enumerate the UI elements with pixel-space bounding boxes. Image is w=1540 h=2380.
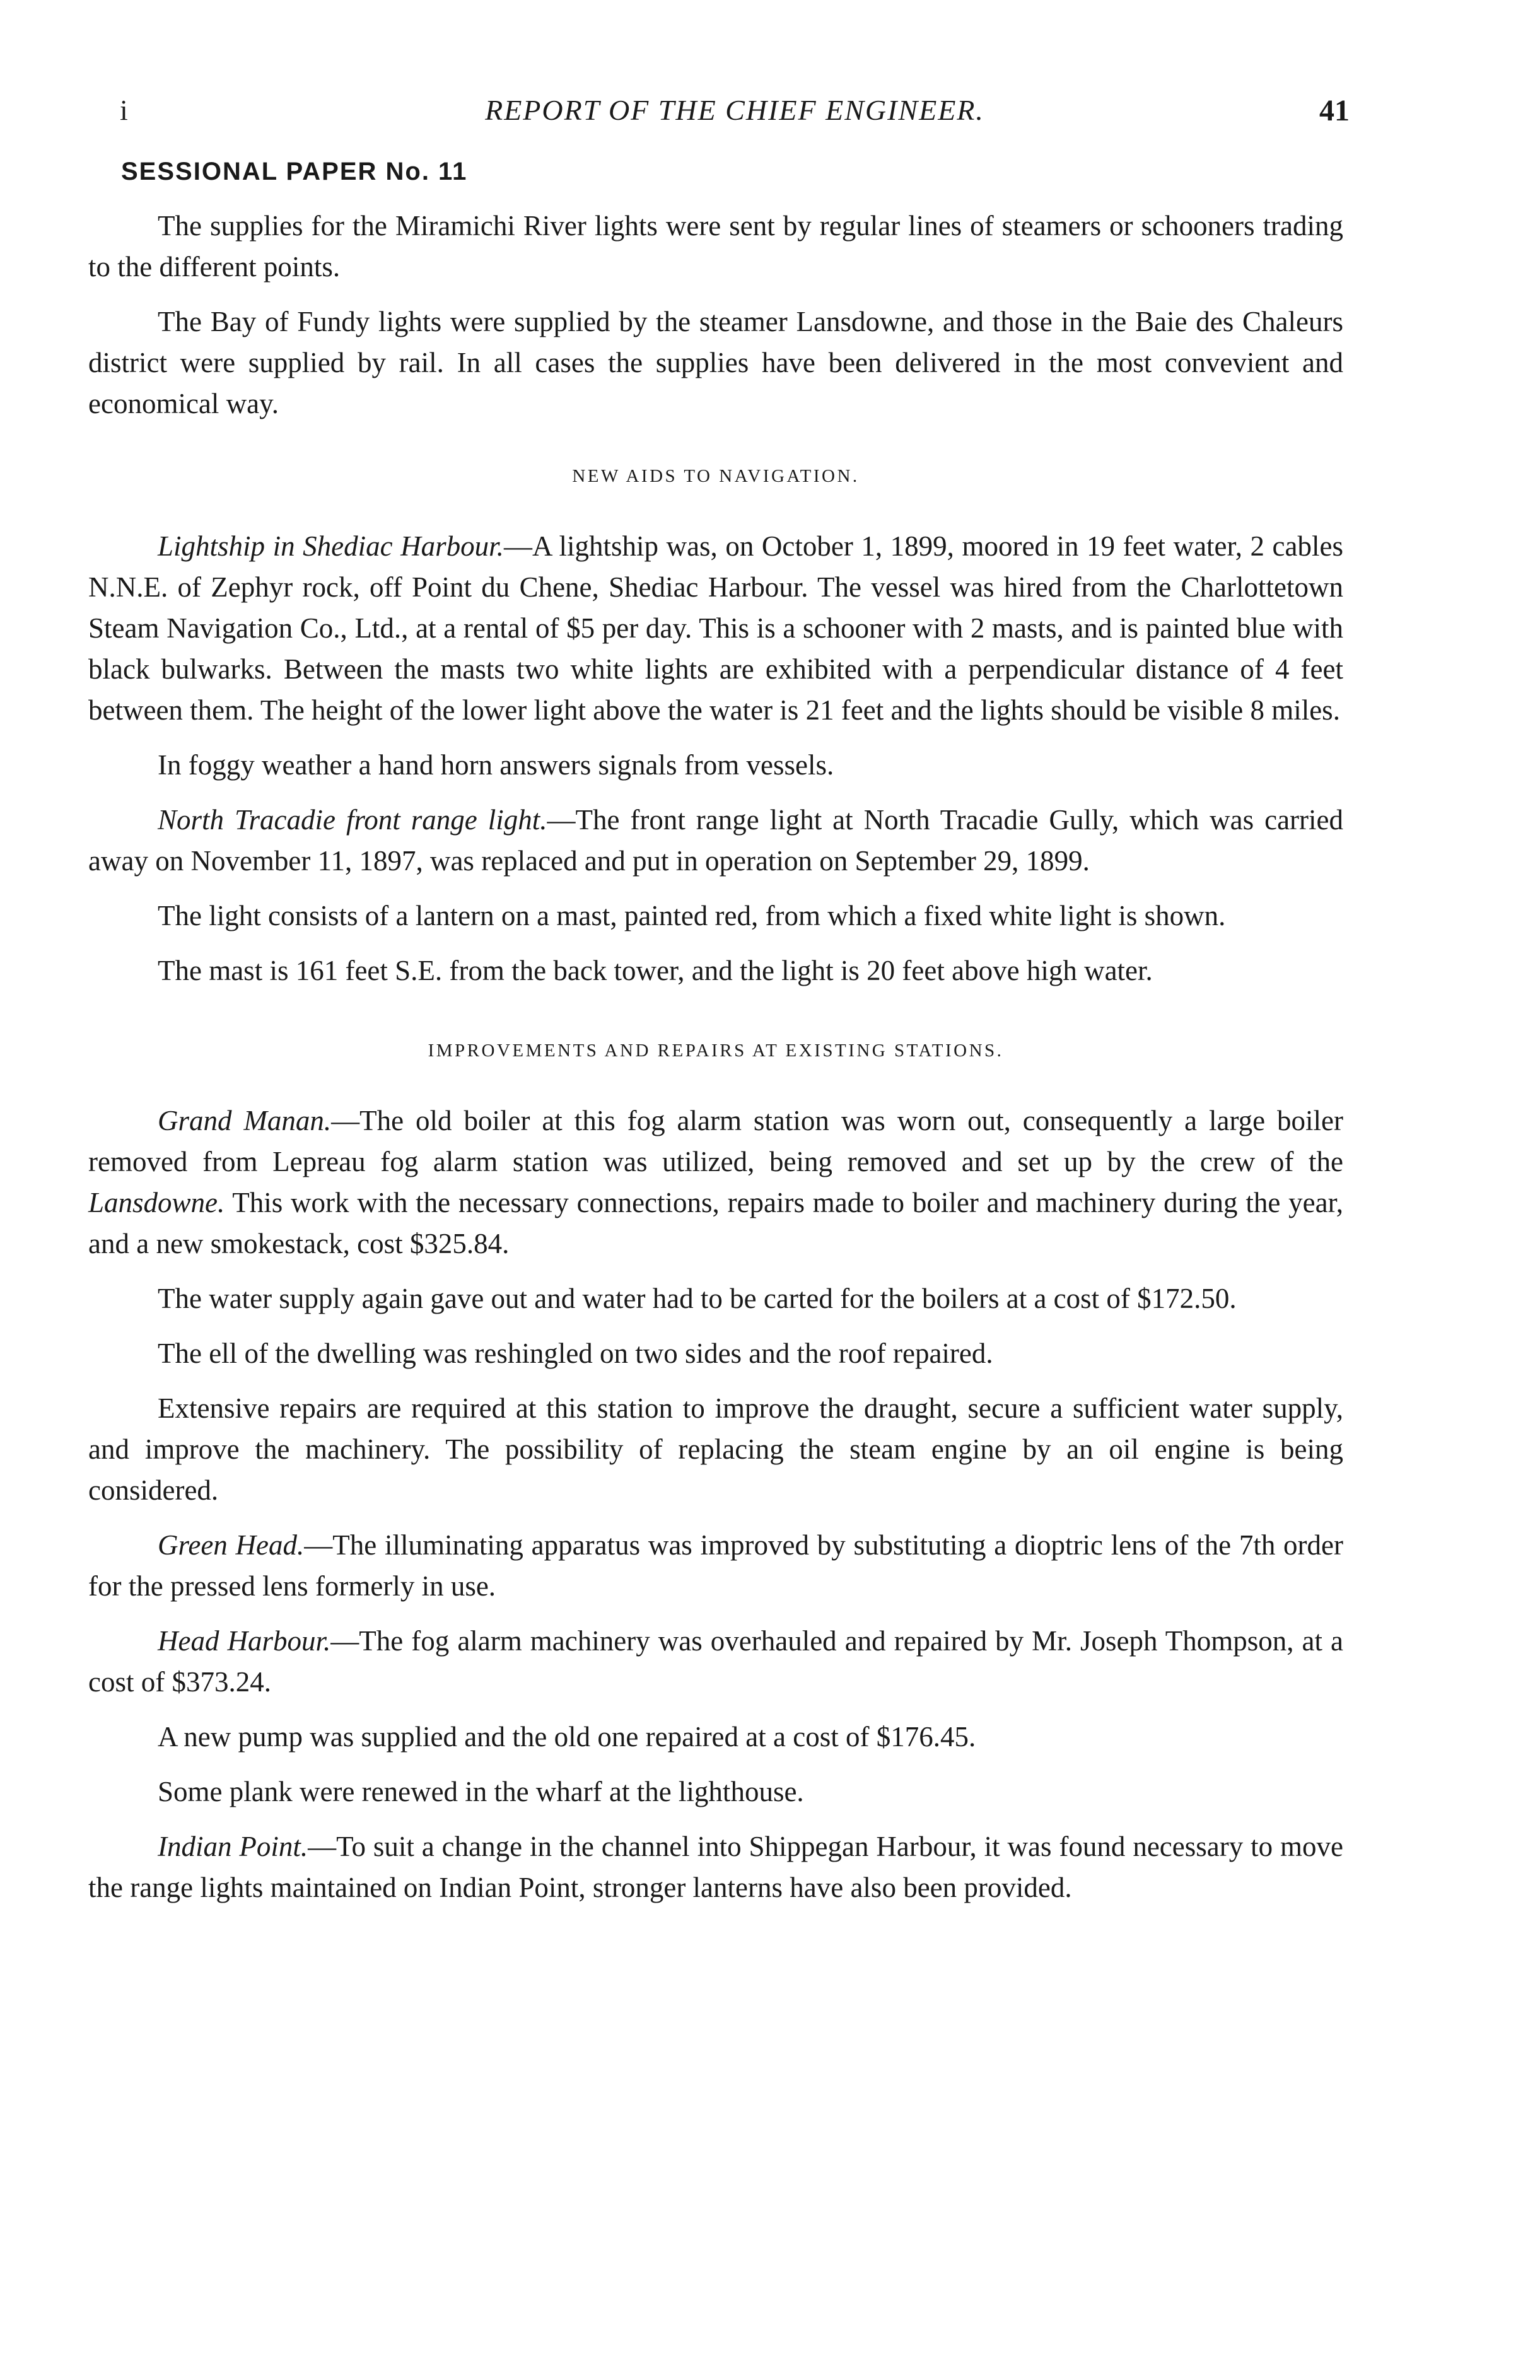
margin-mark: i <box>120 94 128 126</box>
page-number: 41 <box>1319 94 1350 127</box>
paragraph-indian-point <box>88 1826 1343 1908</box>
lead-lightship-shediac: Lightship in Shediac Harbour. <box>158 530 504 562</box>
paragraph-water-supply: The water supply again gave out and water had to be carted for the boilers at a cost of $172.50. <box>158 1283 1237 1314</box>
text-head-harbour: —The fog alarm machinery was overhauled and repaired by Mr. Joseph Thompson, at a cost of $373.24. <box>88 1625 1343 1698</box>
text-grand-manan-a: —The old boiler at this fog alarm station was worn out, consequently a large boiler removed from Lepreau fog alarm station was utilized, being removed and set up by the crew of the <box>88 1105 1344 1177</box>
text-north-tracadie: —The front range light at North Tracadie Gully, which was carried away on November 11, 1897, was replaced and put in operation on September 29, 1899. <box>88 804 1343 877</box>
paragraph-green-head <box>88 1525 1343 1607</box>
lead-indian-point: Indian Point. <box>158 1831 308 1862</box>
lead-head-harbour: Head Harbour. <box>158 1625 331 1657</box>
paragraph-extensive-repairs: Extensive repairs are required at this station to improve the draught, secure a sufficient water supply, and improve the machinery. The possibility of replacing the steam engine by an oil engine is being considered. <box>88 1392 1343 1506</box>
running-header <box>120 93 1350 137</box>
sessional-paper-label: SESSIONAL PAPER No. 11 <box>121 158 468 185</box>
paragraph-ell-reshingled: The ell of the dwelling was reshingled on two sides and the roof repaired. <box>158 1338 993 1369</box>
paragraph-grand-manan <box>88 1100 1343 1264</box>
paragraph-lightship-shediac <box>88 526 1343 731</box>
paragraph-bay-of-fundy-supplies: The Bay of Fundy lights were supplied by the steamer Lansdowne, and those in the Baie des Chaleurs district were supplied by rail. In all cases the supplies have been delivered in the most convevient and economical way. <box>88 306 1343 419</box>
lead-grand-manan: Grand Manan. <box>158 1105 332 1136</box>
text-indian-point: —To suit a change in the channel into Shippegan Harbour, it was found necessary to move the range lights maintained on Indian Point, stronger lanterns have also been provided. <box>88 1831 1343 1903</box>
paragraph-foggy-weather: In foggy weather a hand horn answers signals from vessels. <box>158 749 834 781</box>
paragraph-north-tracadie <box>88 800 1343 882</box>
section-heading-improvements: IMPROVEMENTS AND REPAIRS AT EXISTING STATIONS. <box>428 1041 1004 1061</box>
paragraph-head-harbour <box>88 1621 1343 1703</box>
paragraph-new-pump: A new pump was supplied and the old one repaired at a cost of $176.45. <box>158 1721 976 1753</box>
paragraph-light-lantern: The light consists of a lantern on a mast, painted red, from which a fixed white light is shown. <box>158 900 1226 931</box>
body-text <box>88 206 1343 1922</box>
text-grand-manan-b: This work with the necessary connections, repairs made to boiler and machinery during the year, and a new smokestack, cost $325.84. <box>88 1187 1343 1259</box>
ship-name-lansdowne: Lansdowne. <box>88 1187 225 1218</box>
lead-north-tracadie: North Tracadie front range light. <box>158 804 547 836</box>
lead-green-head: Green Head. <box>158 1529 305 1561</box>
text-lightship-shediac: —A lightship was, on October 1, 1899, moored in 19 feet water, 2 cables N.N.E. of Zephyr rock, off Point du Chene, Shediac Harbour. The vessel was hired from the Charlottetown Steam Navigation Co., Ltd., at a rental of $5 per day. This is a schooner with 2 masts, and is painted blue with black bulwarks. Between the masts two white lights are exhibited with a perpendicular distance of 4 feet between them. The height of the lower light above the water is 21 feet and the lights should be visible 8 miles. <box>88 530 1343 726</box>
running-title: REPORT OF THE CHIEF ENGINEER. <box>485 94 984 126</box>
paragraph-wharf-plank: Some plank were renewed in the wharf at the lighthouse. <box>158 1776 804 1807</box>
paragraph-mast-distance: The mast is 161 feet S.E. from the back tower, and the light is 20 feet above high water. <box>158 955 1153 986</box>
paragraph-miramichi-supplies: The supplies for the Miramichi River lights were sent by regular lines of steamers or schooners trading to the different points. <box>88 210 1343 283</box>
section-heading-new-aids: NEW AIDS TO NAVIGATION. <box>572 466 860 486</box>
text-green-head: —The illuminating apparatus was improved by substituting a dioptric lens of the 7th order for the pressed lens formerly in use. <box>88 1529 1343 1602</box>
